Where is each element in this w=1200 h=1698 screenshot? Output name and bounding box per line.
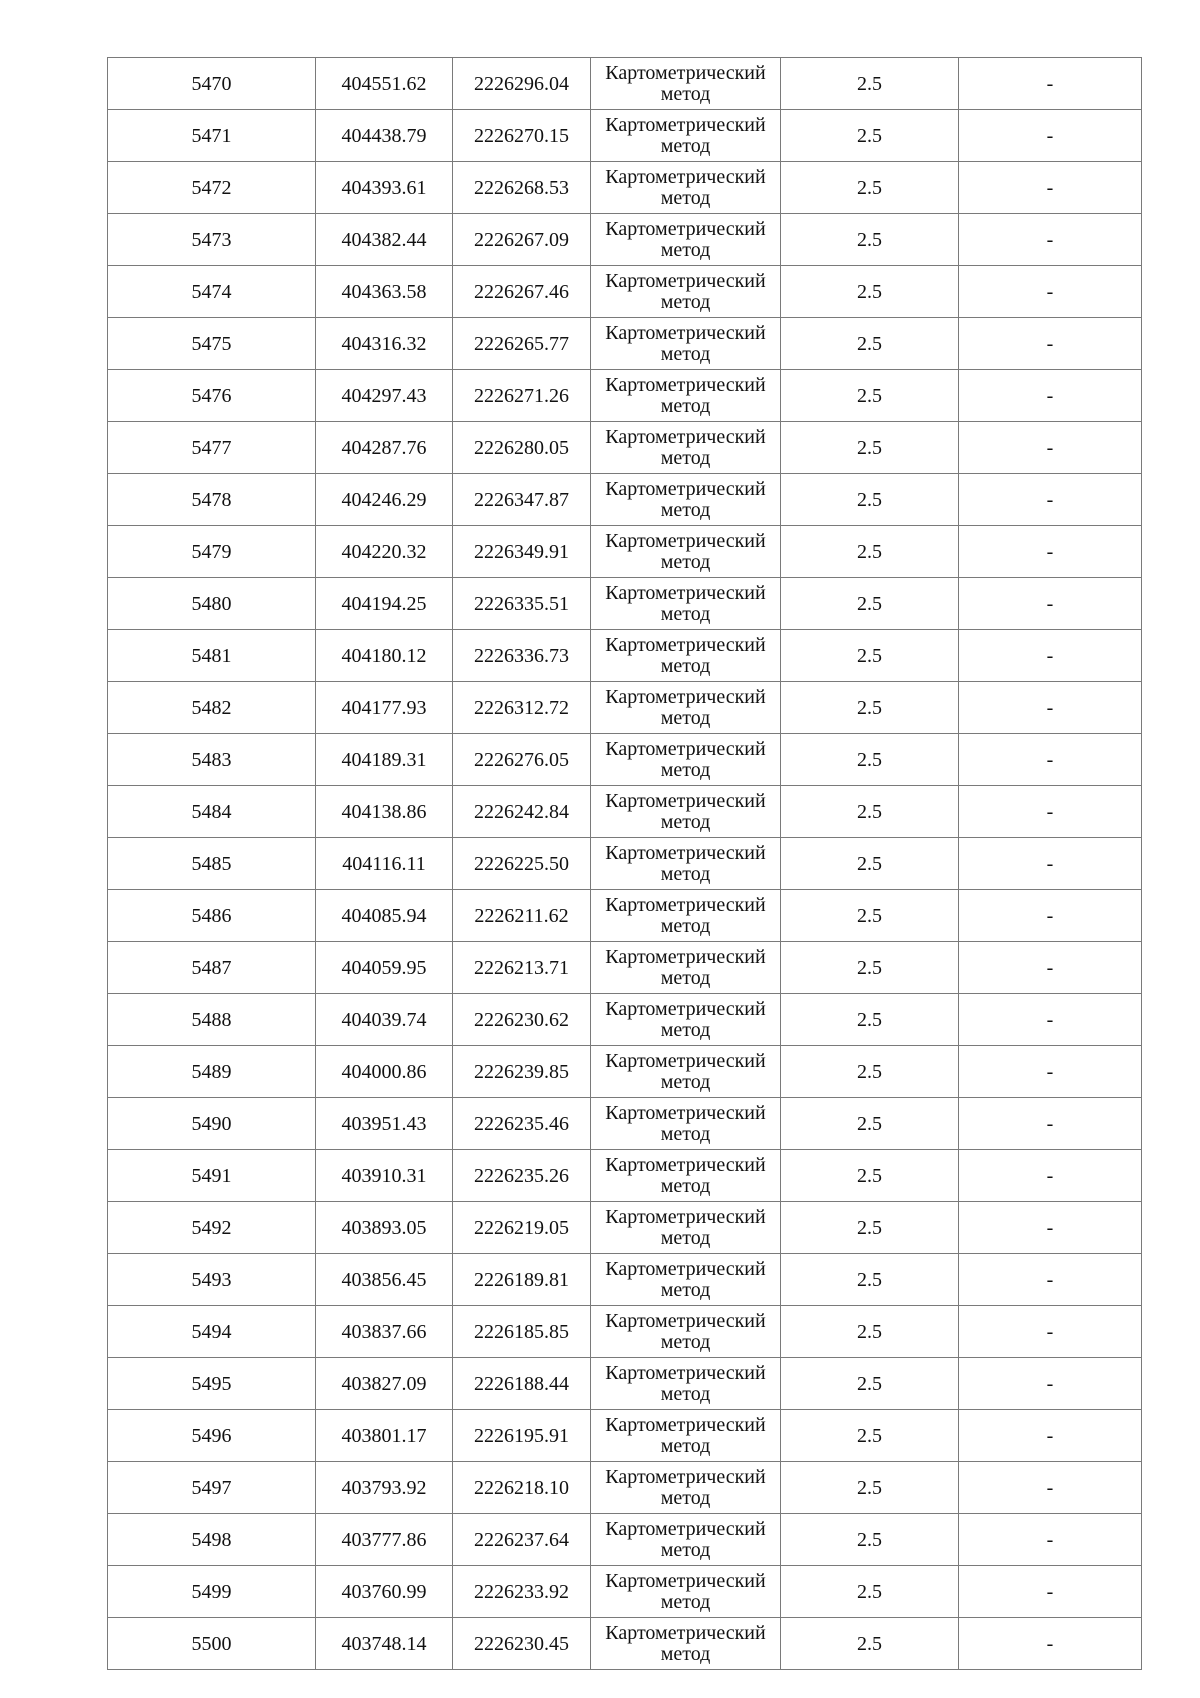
method-line-1: Картометрический [605, 218, 766, 240]
accuracy-cell: 2.5 [781, 838, 959, 890]
method-line-1: Картометрический [605, 946, 766, 968]
x-coordinate-cell: 403951.43 [316, 1098, 453, 1150]
y-coordinate-cell: 2226347.87 [453, 474, 591, 526]
x-coordinate-cell: 404138.86 [316, 786, 453, 838]
y-coordinate-cell: 2226237.64 [453, 1514, 591, 1566]
method-line-1: Картометрический [605, 582, 766, 604]
accuracy-cell: 2.5 [781, 162, 959, 214]
accuracy-cell: 2.5 [781, 1150, 959, 1202]
accuracy-cell: 2.5 [781, 1046, 959, 1098]
table-row [108, 1358, 1142, 1410]
method-line-2: метод [660, 1435, 711, 1457]
method-line-2: метод [660, 447, 711, 469]
method-line-1: Картометрический [605, 1622, 766, 1644]
x-coordinate-cell: 404287.76 [316, 422, 453, 474]
method-line-1: Картометрический [605, 270, 766, 292]
point-number-cell: 5500 [108, 1618, 316, 1670]
note-cell: - [959, 370, 1142, 422]
method-line-2: метод [660, 1279, 711, 1301]
note-cell: - [959, 422, 1142, 474]
x-coordinate-cell: 403856.45 [316, 1254, 453, 1306]
x-coordinate-cell: 404039.74 [316, 994, 453, 1046]
y-coordinate-cell: 2226230.62 [453, 994, 591, 1046]
note-cell: - [959, 318, 1142, 370]
x-coordinate-cell: 404551.62 [316, 58, 453, 110]
y-coordinate-cell: 2226296.04 [453, 58, 591, 110]
method-line-1: Картометрический [605, 1050, 766, 1072]
method-line-1: Картометрический [605, 1310, 766, 1332]
method-line-2: метод [660, 1643, 711, 1665]
method-line-1: Картометрический [605, 1206, 766, 1228]
table-row [108, 1306, 1142, 1358]
method-line-2: метод [660, 551, 711, 573]
method-cell [591, 474, 781, 526]
method-line-2: метод [660, 395, 711, 417]
table-row [108, 682, 1142, 734]
accuracy-cell: 2.5 [781, 1462, 959, 1514]
method-cell [591, 682, 781, 734]
method-line-2: метод [660, 187, 711, 209]
note-cell: - [959, 786, 1142, 838]
method-cell [591, 1202, 781, 1254]
note-cell: - [959, 1514, 1142, 1566]
table-row [108, 162, 1142, 214]
method-line-1: Картометрический [605, 738, 766, 760]
y-coordinate-cell: 2226218.10 [453, 1462, 591, 1514]
y-coordinate-cell: 2226195.91 [453, 1410, 591, 1462]
y-coordinate-cell: 2226235.26 [453, 1150, 591, 1202]
method-cell [591, 890, 781, 942]
note-cell: - [959, 630, 1142, 682]
y-coordinate-cell: 2226271.26 [453, 370, 591, 422]
note-cell: - [959, 266, 1142, 318]
table-row [108, 1410, 1142, 1462]
method-line-1: Картометрический [605, 1102, 766, 1124]
method-line-1: Картометрический [605, 1518, 766, 1540]
table-row [108, 1150, 1142, 1202]
x-coordinate-cell: 403760.99 [316, 1566, 453, 1618]
table-row [108, 214, 1142, 266]
note-cell: - [959, 1254, 1142, 1306]
point-number-cell: 5488 [108, 994, 316, 1046]
x-coordinate-cell: 403801.17 [316, 1410, 453, 1462]
y-coordinate-cell: 2226185.85 [453, 1306, 591, 1358]
method-line-2: метод [660, 655, 711, 677]
point-number-cell: 5474 [108, 266, 316, 318]
y-coordinate-cell: 2226233.92 [453, 1566, 591, 1618]
method-line-2: метод [660, 83, 711, 105]
method-line-2: метод [660, 1331, 711, 1353]
table-row [108, 110, 1142, 162]
note-cell: - [959, 110, 1142, 162]
note-cell: - [959, 1410, 1142, 1462]
accuracy-cell: 2.5 [781, 526, 959, 578]
method-cell [591, 1254, 781, 1306]
point-number-cell: 5493 [108, 1254, 316, 1306]
point-number-cell: 5498 [108, 1514, 316, 1566]
method-cell [591, 1514, 781, 1566]
point-number-cell: 5472 [108, 162, 316, 214]
accuracy-cell: 2.5 [781, 1566, 959, 1618]
method-cell [591, 630, 781, 682]
method-line-2: метод [660, 291, 711, 313]
method-line-1: Картометрический [605, 1258, 766, 1280]
method-cell [591, 110, 781, 162]
method-line-2: метод [660, 707, 711, 729]
point-number-cell: 5473 [108, 214, 316, 266]
accuracy-cell: 2.5 [781, 1514, 959, 1566]
y-coordinate-cell: 2226235.46 [453, 1098, 591, 1150]
method-line-1: Картометрический [605, 374, 766, 396]
y-coordinate-cell: 2226242.84 [453, 786, 591, 838]
method-line-2: метод [660, 967, 711, 989]
x-coordinate-cell: 403893.05 [316, 1202, 453, 1254]
point-number-cell: 5481 [108, 630, 316, 682]
table-row [108, 1046, 1142, 1098]
table-row [108, 58, 1142, 110]
accuracy-cell: 2.5 [781, 1254, 959, 1306]
method-cell [591, 1566, 781, 1618]
y-coordinate-cell: 2226349.91 [453, 526, 591, 578]
x-coordinate-cell: 404297.43 [316, 370, 453, 422]
x-coordinate-cell: 404189.31 [316, 734, 453, 786]
note-cell: - [959, 1566, 1142, 1618]
table-row [108, 630, 1142, 682]
point-number-cell: 5495 [108, 1358, 316, 1410]
accuracy-cell: 2.5 [781, 994, 959, 1046]
x-coordinate-cell: 404000.86 [316, 1046, 453, 1098]
method-line-1: Картометрический [605, 1414, 766, 1436]
point-number-cell: 5483 [108, 734, 316, 786]
y-coordinate-cell: 2226239.85 [453, 1046, 591, 1098]
y-coordinate-cell: 2226270.15 [453, 110, 591, 162]
table-row [108, 474, 1142, 526]
point-number-cell: 5479 [108, 526, 316, 578]
x-coordinate-cell: 403837.66 [316, 1306, 453, 1358]
method-cell [591, 1358, 781, 1410]
point-number-cell: 5489 [108, 1046, 316, 1098]
note-cell: - [959, 1462, 1142, 1514]
method-cell [591, 994, 781, 1046]
method-line-1: Картометрический [605, 166, 766, 188]
x-coordinate-cell: 404438.79 [316, 110, 453, 162]
method-cell [591, 318, 781, 370]
note-cell: - [959, 682, 1142, 734]
method-line-2: метод [660, 135, 711, 157]
method-cell [591, 370, 781, 422]
accuracy-cell: 2.5 [781, 1306, 959, 1358]
point-number-cell: 5487 [108, 942, 316, 994]
method-cell [591, 1046, 781, 1098]
method-line-1: Картометрический [605, 530, 766, 552]
table-row [108, 1618, 1142, 1670]
method-cell [591, 1618, 781, 1670]
note-cell: - [959, 214, 1142, 266]
note-cell: - [959, 1306, 1142, 1358]
point-number-cell: 5477 [108, 422, 316, 474]
method-line-1: Картометрический [605, 114, 766, 136]
point-number-cell: 5480 [108, 578, 316, 630]
x-coordinate-cell: 404059.95 [316, 942, 453, 994]
note-cell: - [959, 578, 1142, 630]
point-number-cell: 5492 [108, 1202, 316, 1254]
table-row [108, 890, 1142, 942]
method-line-1: Картометрический [605, 478, 766, 500]
accuracy-cell: 2.5 [781, 318, 959, 370]
method-cell [591, 786, 781, 838]
accuracy-cell: 2.5 [781, 630, 959, 682]
y-coordinate-cell: 2226335.51 [453, 578, 591, 630]
note-cell: - [959, 1046, 1142, 1098]
y-coordinate-cell: 2226312.72 [453, 682, 591, 734]
point-number-cell: 5470 [108, 58, 316, 110]
x-coordinate-cell: 404316.32 [316, 318, 453, 370]
method-line-2: метод [660, 1123, 711, 1145]
x-coordinate-cell: 403793.92 [316, 1462, 453, 1514]
point-number-cell: 5471 [108, 110, 316, 162]
x-coordinate-cell: 404382.44 [316, 214, 453, 266]
x-coordinate-cell: 403827.09 [316, 1358, 453, 1410]
x-coordinate-cell: 404220.32 [316, 526, 453, 578]
y-coordinate-cell: 2226280.05 [453, 422, 591, 474]
table-row [108, 1254, 1142, 1306]
y-coordinate-cell: 2226268.53 [453, 162, 591, 214]
method-line-2: метод [660, 343, 711, 365]
table-row [108, 1514, 1142, 1566]
y-coordinate-cell: 2226213.71 [453, 942, 591, 994]
note-cell: - [959, 1150, 1142, 1202]
y-coordinate-cell: 2226211.62 [453, 890, 591, 942]
accuracy-cell: 2.5 [781, 890, 959, 942]
method-line-1: Картометрический [605, 634, 766, 656]
method-line-2: метод [660, 1383, 711, 1405]
table-row [108, 1202, 1142, 1254]
method-cell [591, 942, 781, 994]
method-cell [591, 1150, 781, 1202]
y-coordinate-cell: 2226276.05 [453, 734, 591, 786]
coordinates-table-body [108, 58, 1142, 1670]
x-coordinate-cell: 404194.25 [316, 578, 453, 630]
note-cell: - [959, 58, 1142, 110]
y-coordinate-cell: 2226267.09 [453, 214, 591, 266]
table-row [108, 1566, 1142, 1618]
method-line-1: Картометрический [605, 322, 766, 344]
point-number-cell: 5485 [108, 838, 316, 890]
point-number-cell: 5499 [108, 1566, 316, 1618]
point-number-cell: 5476 [108, 370, 316, 422]
method-line-2: метод [660, 603, 711, 625]
accuracy-cell: 2.5 [781, 474, 959, 526]
table-row [108, 942, 1142, 994]
accuracy-cell: 2.5 [781, 1618, 959, 1670]
method-cell [591, 1306, 781, 1358]
method-cell [591, 214, 781, 266]
point-number-cell: 5496 [108, 1410, 316, 1462]
accuracy-cell: 2.5 [781, 682, 959, 734]
method-cell [591, 162, 781, 214]
note-cell: - [959, 838, 1142, 890]
method-cell [591, 1098, 781, 1150]
method-line-2: метод [660, 1539, 711, 1561]
method-line-1: Картометрический [605, 894, 766, 916]
x-coordinate-cell: 403777.86 [316, 1514, 453, 1566]
point-number-cell: 5484 [108, 786, 316, 838]
y-coordinate-cell: 2226219.05 [453, 1202, 591, 1254]
y-coordinate-cell: 2226265.77 [453, 318, 591, 370]
accuracy-cell: 2.5 [781, 1410, 959, 1462]
point-number-cell: 5490 [108, 1098, 316, 1150]
accuracy-cell: 2.5 [781, 1202, 959, 1254]
method-line-2: метод [660, 1071, 711, 1093]
accuracy-cell: 2.5 [781, 1358, 959, 1410]
accuracy-cell: 2.5 [781, 58, 959, 110]
table-row [108, 1462, 1142, 1514]
table-row [108, 734, 1142, 786]
method-cell [591, 526, 781, 578]
method-cell [591, 578, 781, 630]
method-line-2: метод [660, 759, 711, 781]
accuracy-cell: 2.5 [781, 110, 959, 162]
method-cell [591, 58, 781, 110]
x-coordinate-cell: 404116.11 [316, 838, 453, 890]
note-cell: - [959, 994, 1142, 1046]
point-number-cell: 5478 [108, 474, 316, 526]
table-row [108, 370, 1142, 422]
method-line-1: Картометрический [605, 1362, 766, 1384]
method-line-1: Картометрический [605, 686, 766, 708]
table-row [108, 994, 1142, 1046]
method-cell [591, 838, 781, 890]
method-line-2: метод [660, 499, 711, 521]
x-coordinate-cell: 404246.29 [316, 474, 453, 526]
accuracy-cell: 2.5 [781, 422, 959, 474]
coordinates-table [107, 57, 1142, 1670]
accuracy-cell: 2.5 [781, 942, 959, 994]
y-coordinate-cell: 2226267.46 [453, 266, 591, 318]
method-cell [591, 1462, 781, 1514]
note-cell: - [959, 162, 1142, 214]
table-row [108, 318, 1142, 370]
table-row [108, 838, 1142, 890]
note-cell: - [959, 734, 1142, 786]
table-row [108, 786, 1142, 838]
method-line-1: Картометрический [605, 842, 766, 864]
method-line-1: Картометрический [605, 426, 766, 448]
accuracy-cell: 2.5 [781, 266, 959, 318]
x-coordinate-cell: 404393.61 [316, 162, 453, 214]
accuracy-cell: 2.5 [781, 1098, 959, 1150]
note-cell: - [959, 526, 1142, 578]
method-cell [591, 266, 781, 318]
accuracy-cell: 2.5 [781, 734, 959, 786]
y-coordinate-cell: 2226230.45 [453, 1618, 591, 1670]
note-cell: - [959, 890, 1142, 942]
accuracy-cell: 2.5 [781, 214, 959, 266]
note-cell: - [959, 1202, 1142, 1254]
y-coordinate-cell: 2226188.44 [453, 1358, 591, 1410]
x-coordinate-cell: 404363.58 [316, 266, 453, 318]
table-row [108, 1098, 1142, 1150]
point-number-cell: 5482 [108, 682, 316, 734]
method-line-2: метод [660, 915, 711, 937]
method-cell [591, 422, 781, 474]
table-row [108, 578, 1142, 630]
method-line-2: метод [660, 1591, 711, 1613]
y-coordinate-cell: 2226189.81 [453, 1254, 591, 1306]
method-line-2: метод [660, 1227, 711, 1249]
accuracy-cell: 2.5 [781, 786, 959, 838]
x-coordinate-cell: 403910.31 [316, 1150, 453, 1202]
x-coordinate-cell: 403748.14 [316, 1618, 453, 1670]
method-line-1: Картометрический [605, 790, 766, 812]
y-coordinate-cell: 2226225.50 [453, 838, 591, 890]
method-line-2: метод [660, 863, 711, 885]
point-number-cell: 5494 [108, 1306, 316, 1358]
note-cell: - [959, 1098, 1142, 1150]
method-line-2: метод [660, 1487, 711, 1509]
method-line-2: метод [660, 811, 711, 833]
method-line-1: Картометрический [605, 62, 766, 84]
note-cell: - [959, 1618, 1142, 1670]
method-line-1: Картометрический [605, 1466, 766, 1488]
x-coordinate-cell: 404085.94 [316, 890, 453, 942]
point-number-cell: 5497 [108, 1462, 316, 1514]
point-number-cell: 5486 [108, 890, 316, 942]
method-line-1: Картометрический [605, 1154, 766, 1176]
x-coordinate-cell: 404180.12 [316, 630, 453, 682]
method-line-2: метод [660, 239, 711, 261]
method-cell [591, 1410, 781, 1462]
method-cell [591, 734, 781, 786]
method-line-2: метод [660, 1019, 711, 1041]
method-line-1: Картометрический [605, 1570, 766, 1592]
note-cell: - [959, 942, 1142, 994]
note-cell: - [959, 1358, 1142, 1410]
point-number-cell: 5491 [108, 1150, 316, 1202]
method-line-2: метод [660, 1175, 711, 1197]
method-line-1: Картометрический [605, 998, 766, 1020]
note-cell: - [959, 474, 1142, 526]
y-coordinate-cell: 2226336.73 [453, 630, 591, 682]
table-row [108, 266, 1142, 318]
x-coordinate-cell: 404177.93 [316, 682, 453, 734]
point-number-cell: 5475 [108, 318, 316, 370]
table-row [108, 526, 1142, 578]
table-row [108, 422, 1142, 474]
accuracy-cell: 2.5 [781, 370, 959, 422]
accuracy-cell: 2.5 [781, 578, 959, 630]
